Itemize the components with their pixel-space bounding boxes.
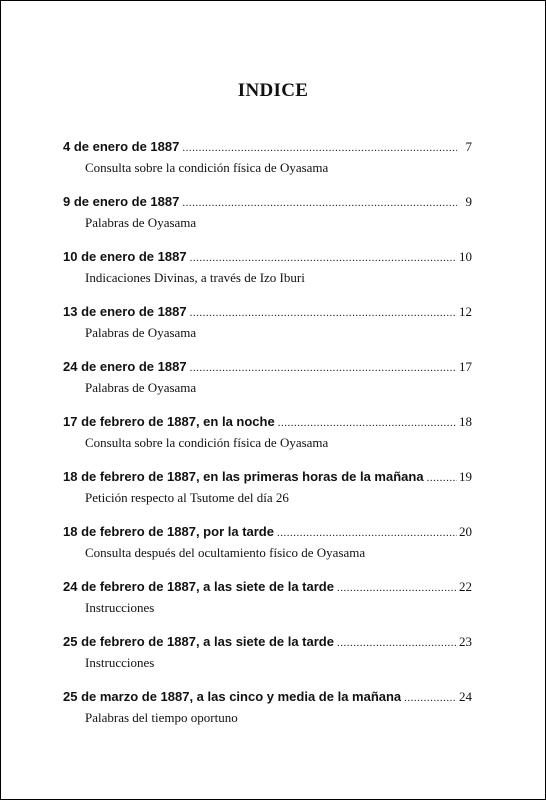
toc-entry-heading: 17 de febrero de 1887, en la noche bbox=[63, 414, 275, 429]
toc-entry-heading: 18 de febrero de 1887, en las primeras horas de la mañana bbox=[63, 469, 424, 484]
toc-entry-page-number: 20 bbox=[459, 524, 472, 539]
toc-entry-subtitle: Consulta después del ocultamiento físico de Oyasama bbox=[85, 545, 366, 560]
toc-entry-row bbox=[63, 194, 472, 214]
toc-entry-subtitle: Palabras de Oyasama bbox=[85, 380, 197, 395]
toc-entry-heading: 10 de enero de 1887 bbox=[63, 249, 187, 264]
dot-leader bbox=[182, 142, 457, 154]
toc-entry-subtitle: Instrucciones bbox=[85, 655, 155, 670]
toc-entry bbox=[63, 579, 472, 634]
toc-entry-page-number: 19 bbox=[459, 469, 472, 484]
toc-entry-heading: 25 de marzo de 1887, a las cinco y media de la mañana bbox=[63, 689, 402, 704]
toc-entry-heading: 24 de febrero de 1887, a las siete de la tarde bbox=[63, 579, 334, 594]
toc-entry bbox=[63, 304, 472, 359]
dot-leader bbox=[190, 362, 457, 374]
toc-entry bbox=[63, 139, 472, 194]
toc-entry bbox=[63, 634, 472, 689]
toc-entry-page-number: 24 bbox=[459, 689, 472, 704]
dot-leader bbox=[182, 197, 457, 209]
toc-entry-row bbox=[63, 689, 472, 709]
dot-leader bbox=[278, 417, 457, 429]
toc-entry-subtitle: Instrucciones bbox=[85, 600, 155, 615]
toc-entry-row bbox=[63, 414, 472, 434]
toc-entry bbox=[63, 469, 472, 524]
toc-entry-row bbox=[63, 359, 472, 379]
toc-entry-subtitle: Petición respecto al Tsutome del día 26 bbox=[85, 490, 289, 505]
toc-entry bbox=[63, 689, 472, 744]
toc-entry-heading: 25 de febrero de 1887, a las siete de la tarde bbox=[63, 634, 334, 649]
toc-entry bbox=[63, 194, 472, 249]
dot-leader bbox=[337, 637, 457, 649]
toc-entry-heading: 24 de enero de 1887 bbox=[63, 359, 187, 374]
toc-entry-page-number: 9 bbox=[465, 194, 472, 209]
toc-entry bbox=[63, 359, 472, 414]
toc-entry bbox=[63, 524, 472, 579]
toc-entry-page-number: 18 bbox=[459, 414, 472, 429]
toc-entry-subtitle: Palabras del tiempo oportuno bbox=[85, 710, 238, 725]
toc-entry-subtitle: Palabras de Oyasama bbox=[85, 325, 197, 340]
toc-entry-row bbox=[63, 304, 472, 324]
toc-entry-row bbox=[63, 634, 472, 654]
toc-entry-page-number: 12 bbox=[459, 304, 472, 319]
toc-entry-page-number: 10 bbox=[459, 249, 472, 264]
toc-entry-subtitle: Palabras de Oyasama bbox=[85, 215, 197, 230]
toc-entry-page-number: 17 bbox=[459, 359, 472, 374]
toc-entry-row bbox=[63, 579, 472, 599]
toc-entry-row bbox=[63, 524, 472, 544]
page-title: INDICE bbox=[237, 80, 309, 101]
dot-leader bbox=[337, 582, 457, 594]
dot-leader bbox=[277, 527, 457, 539]
toc-entry-heading: 4 de enero de 1887 bbox=[63, 139, 180, 154]
toc-entry-row bbox=[63, 139, 472, 159]
dot-leader bbox=[404, 692, 457, 704]
dot-leader bbox=[190, 252, 457, 264]
dot-leader bbox=[427, 472, 457, 484]
toc-entry-page-number: 23 bbox=[459, 634, 472, 649]
toc-entry-heading: 9 de enero de 1887 bbox=[63, 194, 180, 209]
toc-entry-page-number: 7 bbox=[465, 139, 472, 154]
toc-entry bbox=[63, 249, 472, 304]
dot-leader bbox=[190, 307, 457, 319]
toc-entry-page-number: 22 bbox=[459, 579, 472, 594]
toc-entry bbox=[63, 414, 472, 469]
toc-entry-row bbox=[63, 249, 472, 269]
toc-entry-heading: 18 de febrero de 1887, por la tarde bbox=[63, 524, 274, 539]
toc-entry-heading: 13 de enero de 1887 bbox=[63, 304, 187, 319]
table-of-contents bbox=[63, 139, 472, 744]
toc-entry-subtitle: Consulta sobre la condición física de Oyasama bbox=[85, 435, 329, 450]
toc-entry-subtitle: Consulta sobre la condición física de Oyasama bbox=[85, 160, 329, 175]
toc-entry-subtitle: Indicaciones Divinas, a través de Izo Iburi bbox=[85, 270, 305, 285]
toc-entry-row bbox=[63, 469, 472, 489]
